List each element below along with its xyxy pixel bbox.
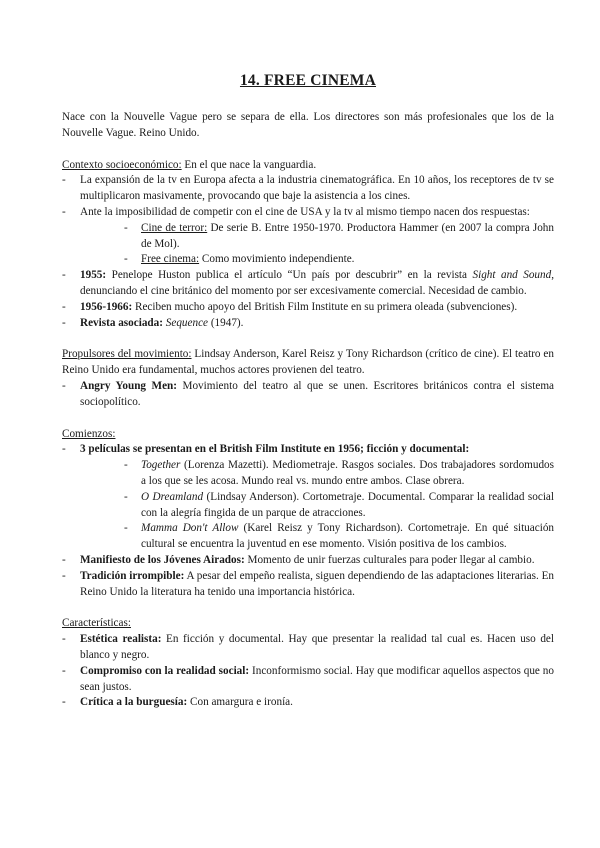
list-item: - Angry Young Men: Movimiento del teatro al que se unen. Escritores británicos contra el sistema sociopolítico.: [62, 379, 554, 411]
comienzos-section: [62, 427, 554, 601]
propulsores-list: [62, 379, 554, 411]
contexto-heading-line: [62, 158, 554, 174]
list-item: - Ante la imposibilidad de competir con el cine de USA y la tv al mismo tiempo nacen dos respuestas: - Cine de terror: De serie B. Entre 1950-1970. Productora Hammer (en 2007 la compra John de Mol). - Free cinema: Como movimiento independiente.: [62, 205, 554, 268]
contexto-heading-rest: En el que nace la vanguardia.: [181, 158, 317, 171]
intro-section: [62, 110, 554, 142]
list-item: - La expansión de la tv en Europa afecta a la industria cinematográfica. En 10 años, los receptores de tv se multiplicaron masivamente, provocando que baje la asistencia a los cines.: [62, 173, 554, 205]
list-item: - Estética realista: En ficción y documental. Hay que presentar la realidad tal cual es. Hacen uso del blanco y negro.: [62, 632, 554, 664]
list-item: - 1955: Penelope Huston publica el artículo “Un país por descubrir” en la revista Sight and Sound, denunciando el cine británico del momento por ser excesivamente comercial. Necesidad de cambio.: [62, 268, 554, 300]
responses-sublist: [80, 221, 554, 268]
list-item: - Tradición irrompible: A pesar del empeño realista, siguen dependiendo de las adaptaciones literarias. En Reino Unido la literatura ha tenido una importancia histórica.: [62, 569, 554, 601]
list-item: - Crítica a la burguesía: Con amargura e ironía.: [62, 695, 554, 711]
contexto-section: [62, 158, 554, 332]
caracteristicas-section: [62, 616, 554, 711]
comienzos-list: [62, 442, 554, 600]
document-page: [62, 72, 554, 727]
page-title: 14. FREE CINEMA: [239, 72, 377, 89]
caracteristicas-list: [62, 632, 554, 711]
propulsores-heading: Propulsores del movimiento:: [62, 348, 192, 361]
caracteristicas-heading: Características:: [62, 617, 131, 630]
propulsores-section: [62, 347, 554, 410]
sublist-item: - Free cinema: Como movimiento independiente.: [124, 252, 554, 268]
list-item: - 3 películas se presentan en el British Film Institute en 1956; ficción y documental: - Together (Lorenza Mazetti). Mediometraje. Rasgos sociales. Dos trabajadores sordomudos a los que se les acosa. Mundo real vs. mundo entre ambos. Clase obrera. - O Dreamland (Lindsay Anderson). Cortometraje. Documental. Comparar la realidad social con la alegría fingida de un parque de atracciones. - Mamma Don't Allow (Karel Reisz y Tony Richardson). Cortometraje. En qué situación cultural se encuentra la juventud en ese momento. Visión positiva de los cambios.: [62, 442, 554, 553]
contexto-list: [62, 173, 554, 331]
list-item: - Revista asociada: Sequence (1947).: [62, 316, 554, 332]
contexto-heading: Contexto socioeconómico:: [62, 158, 182, 171]
list-item: - Manifiesto de los Jóvenes Airados: Momento de unir fuerzas culturales para poder llegar al cambio.: [62, 553, 554, 569]
propulsores-paragraph: Propulsores del movimiento: Lindsay Anderson, Karel Reisz y Tony Richardson (crítico de cine). El teatro en Reino Unido era fundamental, muchos actores provienen del teatro.: [62, 348, 554, 377]
sublist-item: - Together (Lorenza Mazetti). Mediometraje. Rasgos sociales. Dos trabajadores sordomudos a los que se les acosa. Mundo real vs. mundo entre ambos. Clase obrera.: [124, 458, 554, 490]
comienzos-heading-line: [62, 427, 554, 443]
list-item: - Compromiso con la realidad social: Inconformismo social. Hay que modificar aquellos aspectos que no sean justos.: [62, 664, 554, 696]
list-item: - 1956-1966: Reciben mucho apoyo del British Film Institute en su primera oleada (subvenciones).: [62, 300, 554, 316]
sublist-item: - Mamma Don't Allow (Karel Reisz y Tony Richardson). Cortometraje. En qué situación cultural se encuentra la juventud en ese momento. Visión positiva de los cambios.: [124, 521, 554, 553]
comienzos-heading: Comienzos:: [62, 427, 116, 440]
films-sublist: [80, 458, 554, 553]
sublist-item: - Cine de terror: De serie B. Entre 1950-1970. Productora Hammer (en 2007 la compra John de Mol).: [124, 221, 554, 253]
sublist-item: - O Dreamland (Lindsay Anderson). Cortometraje. Documental. Comparar la realidad social con la alegría fingida de un parque de atracciones.: [124, 490, 554, 522]
intro-paragraph: Nace con la Nouvelle Vague pero se separa de ella. Los directores son más profesionales que los de la Nouvelle Vague. Reino Unido.: [62, 111, 554, 139]
caracteristicas-heading-line: [62, 616, 554, 632]
